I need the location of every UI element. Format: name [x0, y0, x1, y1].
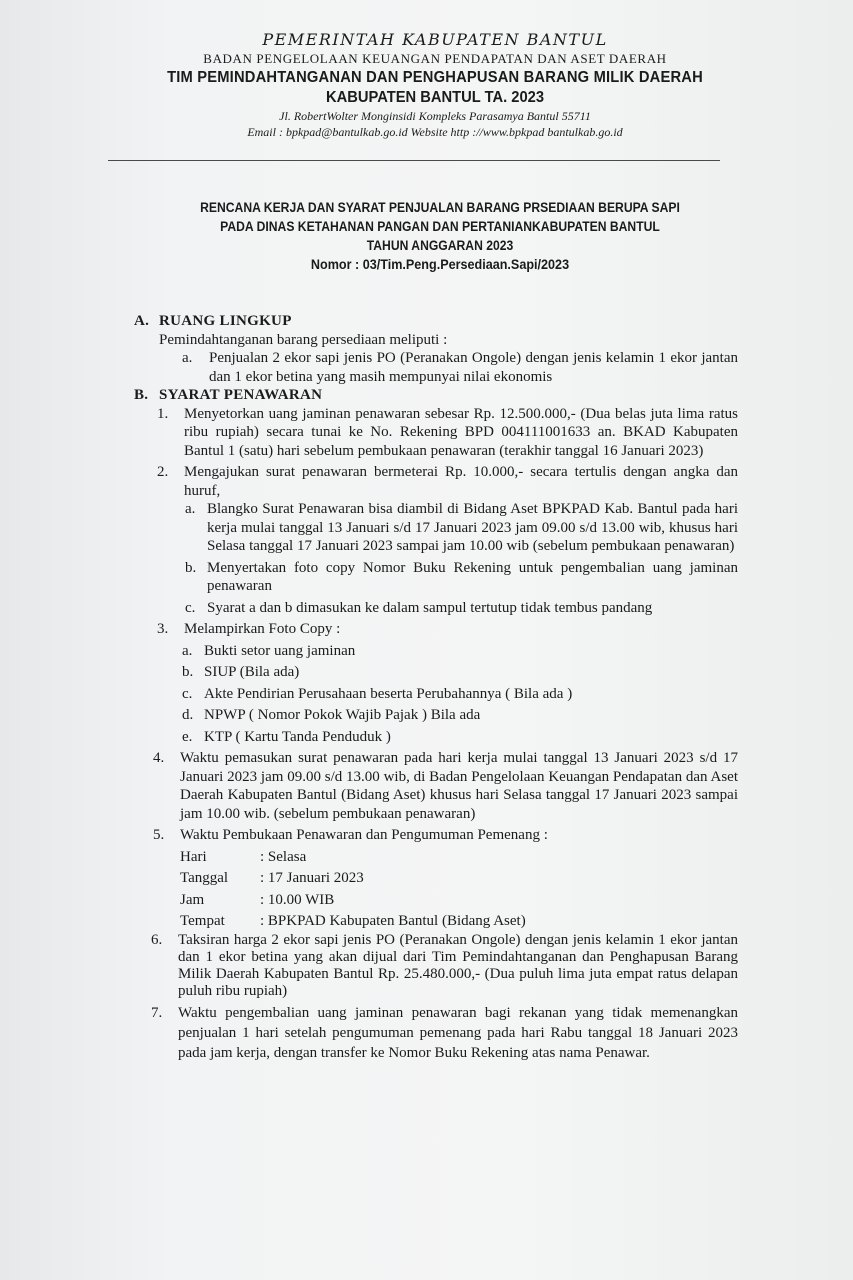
section-b-item-7 — [151, 1003, 738, 1063]
section-a-intro: Pemindahtanganan barang persediaan meliputi : — [159, 331, 448, 348]
section-b-item-4 — [153, 749, 738, 823]
section-b-item-3 — [157, 620, 738, 639]
item-3b-marker: b. — [182, 664, 194, 680]
section-b-heading — [134, 386, 738, 405]
section-b-item-5 — [153, 826, 738, 845]
item-3b-text: SIUP (Bila ada) — [204, 664, 300, 680]
item-2b-text: Menyertakan foto copy Nomor Buku Rekening untuk pengembalian uang jaminan penawaran — [207, 559, 738, 594]
item-6-text: Taksiran harga 2 ekor sapi jenis PO (Peranakan Ongole) dengan jenis kelamin 1 ekor jantan dan 1 ekor betina yang akan dijual dari Tim Pemindahtanganan dan Penghapusan Barang Milik Daerah Kabupaten Bantul Rp. 25.480.000,- (Dua puluh lima juta empat ratus delapan puluh ribu rupiah) — [178, 931, 738, 999]
schedule-time-row — [180, 891, 738, 910]
section-a-heading — [134, 312, 738, 331]
item-3-text: Melampirkan Foto Copy : — [184, 621, 341, 637]
item-1-marker: 1. — [157, 405, 169, 422]
section-a-item-a-text: Penjualan 2 ekor sapi jenis PO (Peranakan Ongole) dengan jenis kelamin 1 ekor jantan dan 1 ekor betina yang masih mempunyai nilai ekonomis — [209, 350, 738, 385]
document-title — [120, 198, 760, 274]
item-2b — [185, 559, 738, 596]
item-2c — [185, 599, 738, 618]
item-5-marker: 5. — [153, 827, 165, 843]
schedule-date-row — [180, 869, 738, 888]
schedule-day-row — [180, 848, 738, 867]
item-3a — [182, 642, 738, 661]
item-3a-marker: a. — [182, 642, 193, 659]
document-body — [134, 312, 738, 1063]
item-4-text: Waktu pemasukan surat penawaran pada hari kerja mulai tanggal 13 Januari 2023 s/d 17 Januari 2023 jam 09.00 s/d 13.00 wib, di Badan Pengelolaan Keuangan Pendapatan dan Aset Daerah Kabupaten Bantul (Bidang Aset) khusus hari Selasa tanggal 17 Januari 2023 sampai jam 10.00 wib. (sebelum pembukaan penawaran) — [180, 750, 738, 822]
schedule-place-value: : BPKPAD Kabupaten Bantul (Bidang Aset) — [260, 913, 526, 929]
schedule-time-value: : 10.00 WIB — [260, 891, 335, 908]
title-line-2: PADA DINAS KETAHANAN PANGAN DAN PERTANIANKABUPATEN BANTUL — [220, 219, 660, 234]
section-b-marker: B. — [134, 387, 149, 403]
item-3e-marker: e. — [182, 728, 193, 745]
schedule-time-label: Jam — [180, 891, 205, 908]
item-3c-marker: c. — [182, 685, 193, 702]
letterhead-agency: BADAN PENGELOLAAN KEUANGAN PENDAPATAN DAN ASET DAERAH — [203, 51, 667, 66]
section-a-item-a-marker: a. — [182, 350, 193, 366]
item-2c-marker: c. — [185, 599, 196, 616]
item-2-marker: 2. — [157, 464, 169, 480]
document-number: Nomor : 03/Tim.Peng.Persediaan.Sapi/2023 — [310, 256, 570, 272]
letterhead — [90, 30, 780, 140]
item-7-marker: 7. — [151, 1004, 163, 1021]
letterhead-team: TIM PEMINDAHTANGANAN DAN PENGHAPUSAN BARANG MILIK DAERAH — [167, 69, 703, 86]
section-b-title: SYARAT PENAWARAN — [159, 387, 323, 403]
item-2-text: Mengajukan surat penawaran bermeterai Rp. 10.000,- secara tertulis dengan angka dan huruf, — [184, 464, 738, 499]
item-6-marker: 6. — [151, 931, 163, 948]
letterhead-contact: Email : bpkpad@bantulkab.go.id Website http ://www.bpkpad bantulkab.go.id — [247, 125, 623, 139]
item-3d — [182, 706, 738, 725]
section-b-item-6 — [151, 931, 738, 1000]
schedule-day-value: : Selasa — [260, 848, 307, 865]
schedule-date-value: : 17 Januari 2023 — [260, 870, 364, 886]
item-3e-text: KTP ( Kartu Tanda Penduduk ) — [204, 728, 391, 745]
item-3d-marker: d. — [182, 707, 194, 723]
letterhead-address: Jl. RobertWolter Monginsidi Kompleks Parasamya Bantul 55711 — [279, 109, 591, 123]
section-b-item-2 — [157, 463, 738, 500]
schedule-place-row — [180, 912, 738, 931]
section-a-marker: A. — [134, 313, 150, 329]
item-2a-marker: a. — [185, 501, 196, 517]
section-a-title: RUANG LINGKUP — [159, 313, 292, 329]
item-3c-text: Akte Pendirian Perusahaan beserta Perubahannya ( Bila ada ) — [204, 685, 573, 702]
item-2b-marker: b. — [185, 559, 197, 576]
letterhead-government: PEMERINTAH KABUPATEN BANTUL — [262, 30, 608, 49]
section-a-item-a — [182, 349, 738, 386]
item-7-text: Waktu pengembalian uang jaminan penawaran bagi rekanan yang tidak memenangkan penjualan 1 hari setelah pengumuman pemenang pada hari Rabu tanggal 18 Januari 2023 pada jam kerja, dengan transfer ke Nomor Buku Rekening atas nama Penawar. — [178, 1004, 738, 1061]
schedule-place-label: Tempat — [180, 913, 225, 929]
item-2c-text: Syarat a dan b dimasukan ke dalam sampul tertutup tidak tembus pandang — [207, 599, 653, 616]
section-b-item-1 — [157, 405, 738, 461]
schedule-date-label: Tanggal — [180, 870, 229, 886]
item-3-marker: 3. — [157, 621, 169, 637]
schedule-day-label: Hari — [180, 848, 207, 865]
item-3d-text: NPWP ( Nomor Pokok Wajib Pajak ) Bila ada — [204, 707, 481, 723]
item-3b — [182, 663, 738, 682]
title-line-3: TAHUN ANGGARAN 2023 — [366, 238, 514, 253]
letterhead-divider — [108, 160, 720, 161]
letterhead-regency: KABUPATEN BANTUL TA. 2023 — [325, 89, 545, 106]
item-3e — [182, 728, 738, 747]
item-2a-text: Blangko Surat Penawaran bisa diambil di Bidang Aset BPKPAD Kab. Bantul pada hari kerja mulai tanggal 13 Januari s/d 17 Januari 2023 jam 09.00 s/d 13.00 wib, khusus hari Selasa tanggal 17 Januari 2023 sampai jam 10.00 wib (sebelum pembukaan penawaran) — [207, 501, 738, 554]
item-2a — [185, 500, 738, 556]
item-3a-text: Bukti setor uang jaminan — [204, 642, 356, 659]
title-line-1: RENCANA KERJA DAN SYARAT PENJUALAN BARANG PRSEDIAAN BERUPA SAPI — [200, 200, 680, 215]
item-5-text: Waktu Pembukaan Penawaran dan Pengumuman Pemenang : — [180, 827, 548, 843]
item-1-text: Menyetorkan uang jaminan penawaran sebesar Rp. 12.500.000,- (Dua belas juta lima ratus ribu rupiah) secara tunai ke No. Rekening BPD 004111001633 an. BKAD Kabupaten Bantul 1 (satu) hari sebelum pembukaan penawaran (terakhir tanggal 16 Januari 2023) — [184, 405, 738, 459]
item-3c — [182, 685, 738, 704]
item-4-marker: 4. — [153, 750, 165, 766]
